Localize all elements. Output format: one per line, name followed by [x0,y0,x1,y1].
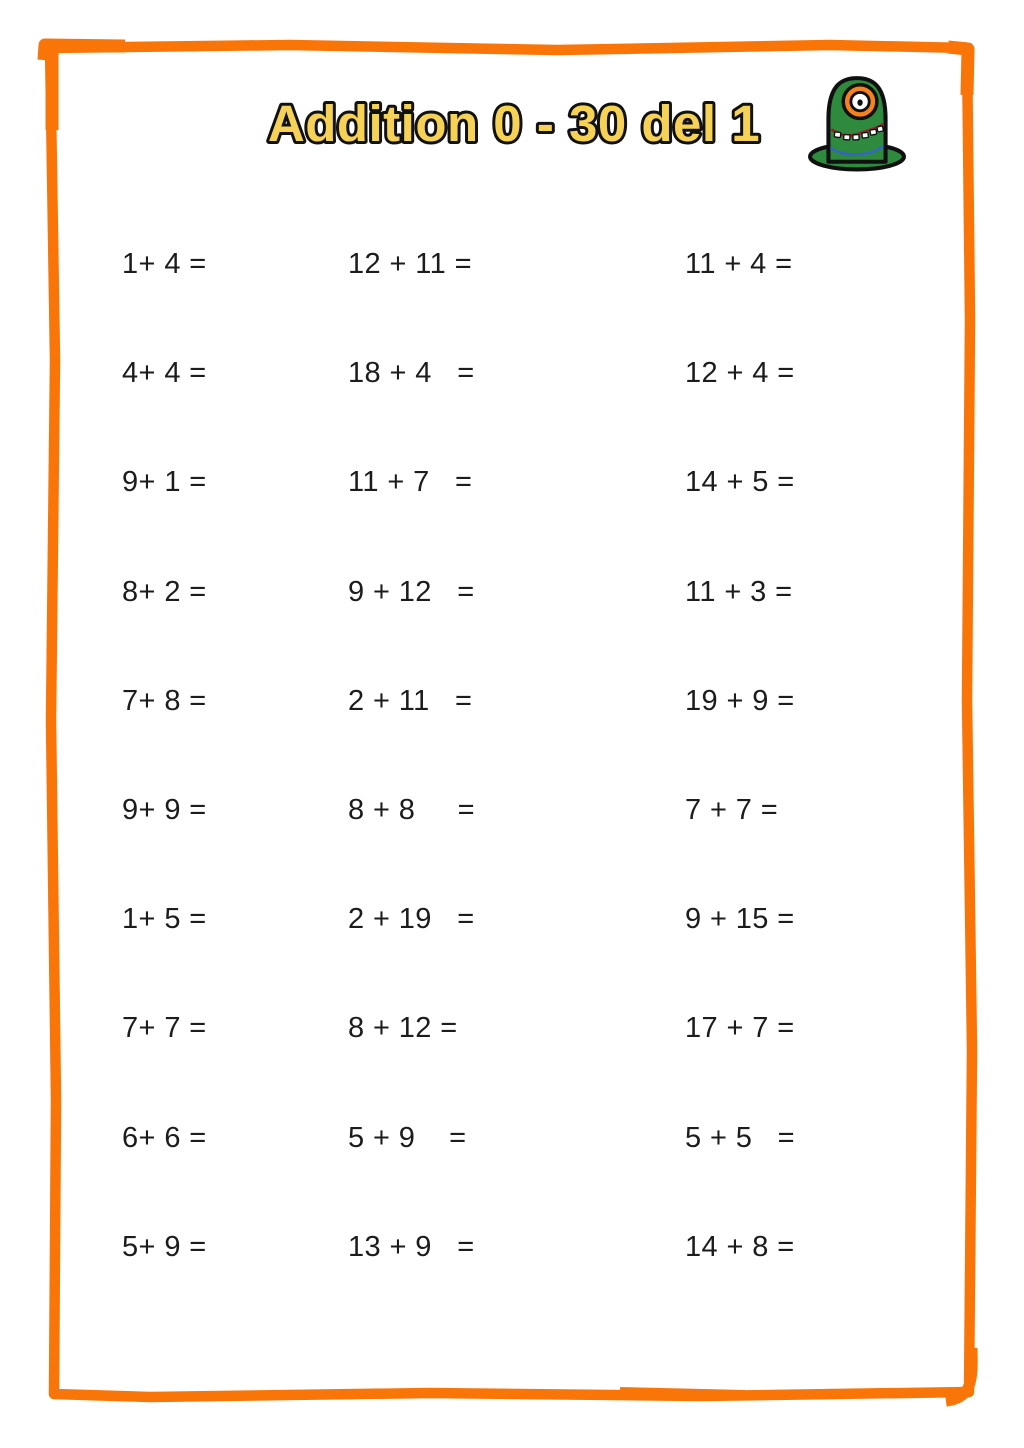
problem: 8 + 12 = [348,1012,458,1045]
problem: 7+ 8 = [122,684,207,717]
problem: 5 + 5 = [685,1121,796,1154]
problem: 11 + 3 = [685,575,793,608]
problem: 18 + 4 = [348,357,475,390]
problem: 1+ 5 = [122,903,207,936]
problem: 12 + 4 = [685,357,795,390]
problem: 19 + 9 = [685,684,795,717]
problem: 2 + 19 = [348,903,475,936]
problem: 11 + 7 = [348,466,473,499]
problem: 8 + 8 = [348,794,475,827]
problem: 14 + 8 = [685,1230,795,1263]
page-title: Addition 0 - 30 del 1 [267,95,761,152]
problem: 12 + 11 = [348,248,473,281]
problem: 11 + 4 = [685,248,793,281]
problem: 5+ 9 = [122,1230,207,1263]
problem: 4+ 4 = [122,357,207,390]
problem: 14 + 5 = [685,466,795,499]
monster-pupil [857,99,862,106]
problem: 1+ 4 = [122,248,207,281]
problem: 9 + 15 = [685,903,795,936]
problem: 9+ 9 = [122,794,207,827]
problems-grid [122,210,945,1302]
problem: 9 + 12 = [348,575,475,608]
problem: 9+ 1 = [122,466,207,499]
problem: 13 + 9 = [348,1230,475,1263]
problem: 7+ 7 = [122,1012,207,1045]
problem: 8+ 2 = [122,575,207,608]
problem: 6+ 6 = [122,1121,207,1154]
problem: 7 + 7 = [685,794,779,827]
problem: 2 + 11 = [348,684,473,717]
one-eyed-monster-icon [806,72,908,174]
problem: 5 + 9 = [348,1121,467,1154]
problem: 17 + 7 = [685,1012,795,1045]
